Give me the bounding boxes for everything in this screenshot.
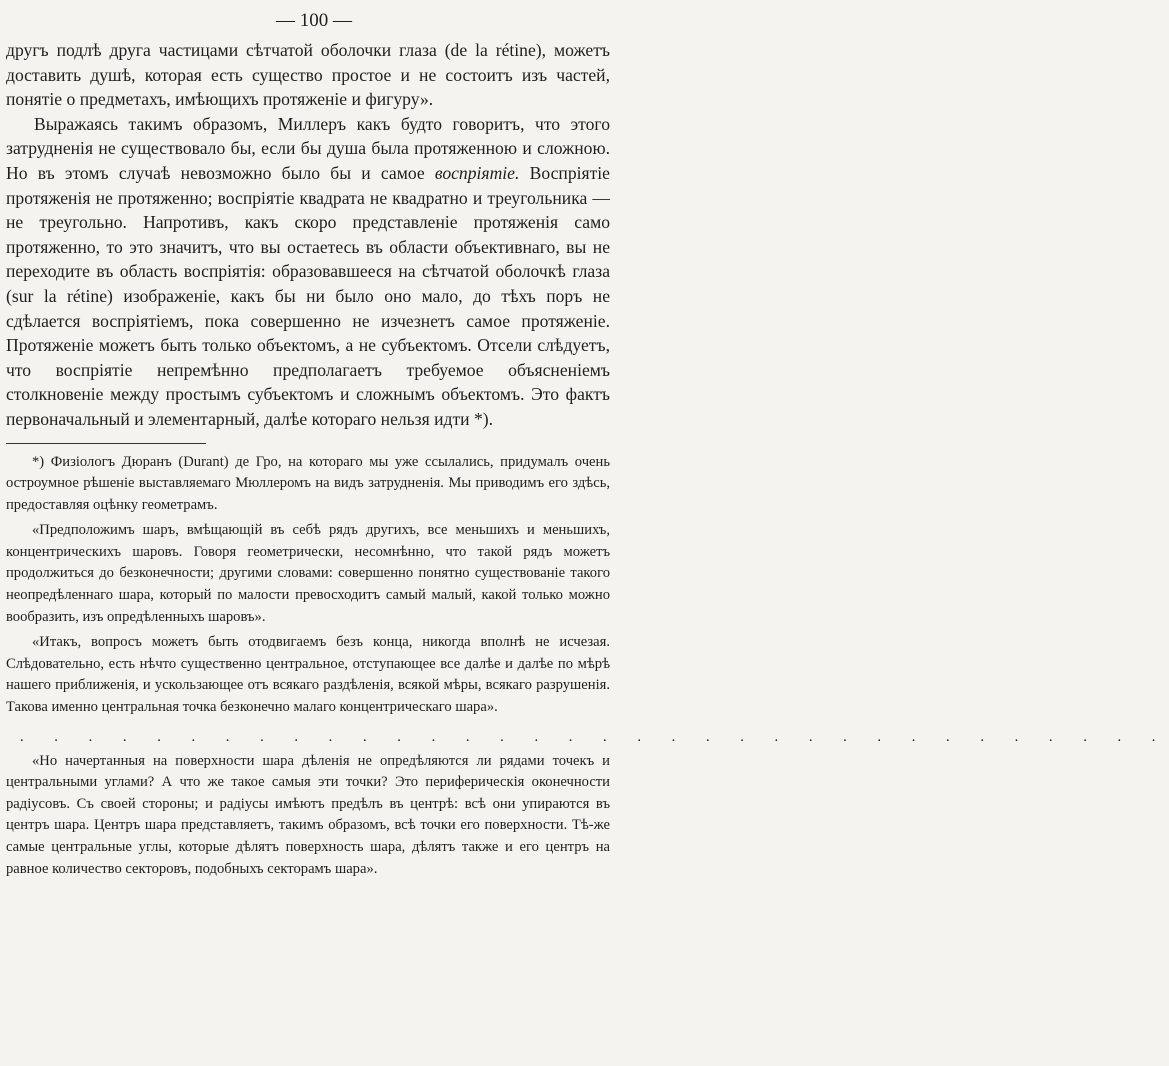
paragraph-text-start: Выражаясь такимъ образомъ, Миллеръ какъ будто говоритъ, что этого затрудненія не существовало бы, если бы душа была протяженною и сложною. Но въ этомъ случаѣ невозможно было бы и самое: [6, 113, 610, 183]
paragraph-continuation: другъ подлѣ друга частицами сѣтчатой оболочки глаза (de la rétine), можетъ доставить душѣ, которая есть существо простое и не состоитъ изъ частей, понятіе о предметахъ, имѣющихъ протяженіе и фигуру».: [6, 40, 610, 110]
paragraph-main: [6, 112, 610, 432]
omission-dots: . . . . . . . . . . . . . . . . . . . . . . . . . . . . . . . . . .: [20, 728, 1169, 745]
main-text: [6, 38, 610, 432]
page-number: — 100 —: [276, 10, 352, 31]
footnote-intro: *) Физіологъ Дюранъ (Durant) де Гро, на котораго мы уже ссылались, придумалъ очень остроумное рѣшеніе выставляемаго Мюллеромъ на видъ затрудненія. Мы приводимъ его здѣсь, предоставляя оцѣнку геометрамъ.: [6, 453, 610, 513]
footnote-quote: «Предположимъ шаръ, вмѣщающій въ себѣ рядъ другихъ, все меньшихъ и меньшихъ, концентрическихъ шаровъ. Говоря геометрически, несомнѣнно, что такой рядъ можетъ продолжиться до безконечности; другими словами: совершенно понятно существованіе такого неопредѣленнаго шара, который по малости превосходитъ самый малый, какой только можно вообразить, изъ опредѣленныхъ шаровъ».: [6, 522, 610, 625]
footnotes: [6, 452, 1169, 881]
footnote-quote: «Итакъ, вопросъ можетъ быть отодвигаемъ безъ конца, никогда вполнѣ не исчезая. Слѣдовательно, есть нѣчто существенно центральное, отступающее все далѣе и далѣе по мѣрѣ нашего приближенія, и ускользающее отъ всякаго раздѣленія, всякой мѣры, всякаго разрушенія. Такова именно центральная точка безконечно малаго концентрическаго шара».: [6, 634, 610, 716]
footnote-quote: «Но начертанныя на поверхности шара дѣленія не опредѣляются ли рядами точекъ и центральными углами? А что же такое самыя эти точки? Это периферическія оконечности радіусовъ. Съ своей стороны; и радіусы имѣютъ предѣлъ въ центрѣ: всѣ они упираются въ центръ шара. Центръ шара представляетъ, такимъ образомъ, всѣ точки его поверхности. Тѣ-же самые центральные углы, которые дѣлятъ поверхность шара, дѣлятъ также и его центръ на равное количество секторовъ, подобныхъ секторамъ шара».: [6, 752, 610, 877]
paragraph-text-end: Воспріятіе протяженія не протяженно; воспріятіе квадрата не квадратно и треугольника — не треугольно. Напротивъ, какъ скоро представленіе протяженія само протяженно, то это значитъ, что вы остаетесь въ области объективнаго, вы не переходите въ область воспріятія: образовавшееся на сѣтчатой оболочкѣ глаза (sur la rétine) изображеніе, какъ бы ни было оно мало, до тѣхъ поръ не сдѣлается воспріятіемъ, пока совершенно не изчезнетъ самое протяженіе. Протяженіе можетъ быть только объектомъ, а не субъектомъ. Отсели слѣдуетъ, что воспріятіе непремѣнно предполагаетъ требуемое объясненіемъ столкновеніе между простымъ субъектомъ и сложнымъ объектомъ. Это фактъ первоначальный и элементарный, далѣе котораго нельзя идти *).: [6, 162, 610, 429]
emphasized-term: воспріятіе.: [434, 162, 520, 183]
footnote-divider: [6, 443, 206, 444]
